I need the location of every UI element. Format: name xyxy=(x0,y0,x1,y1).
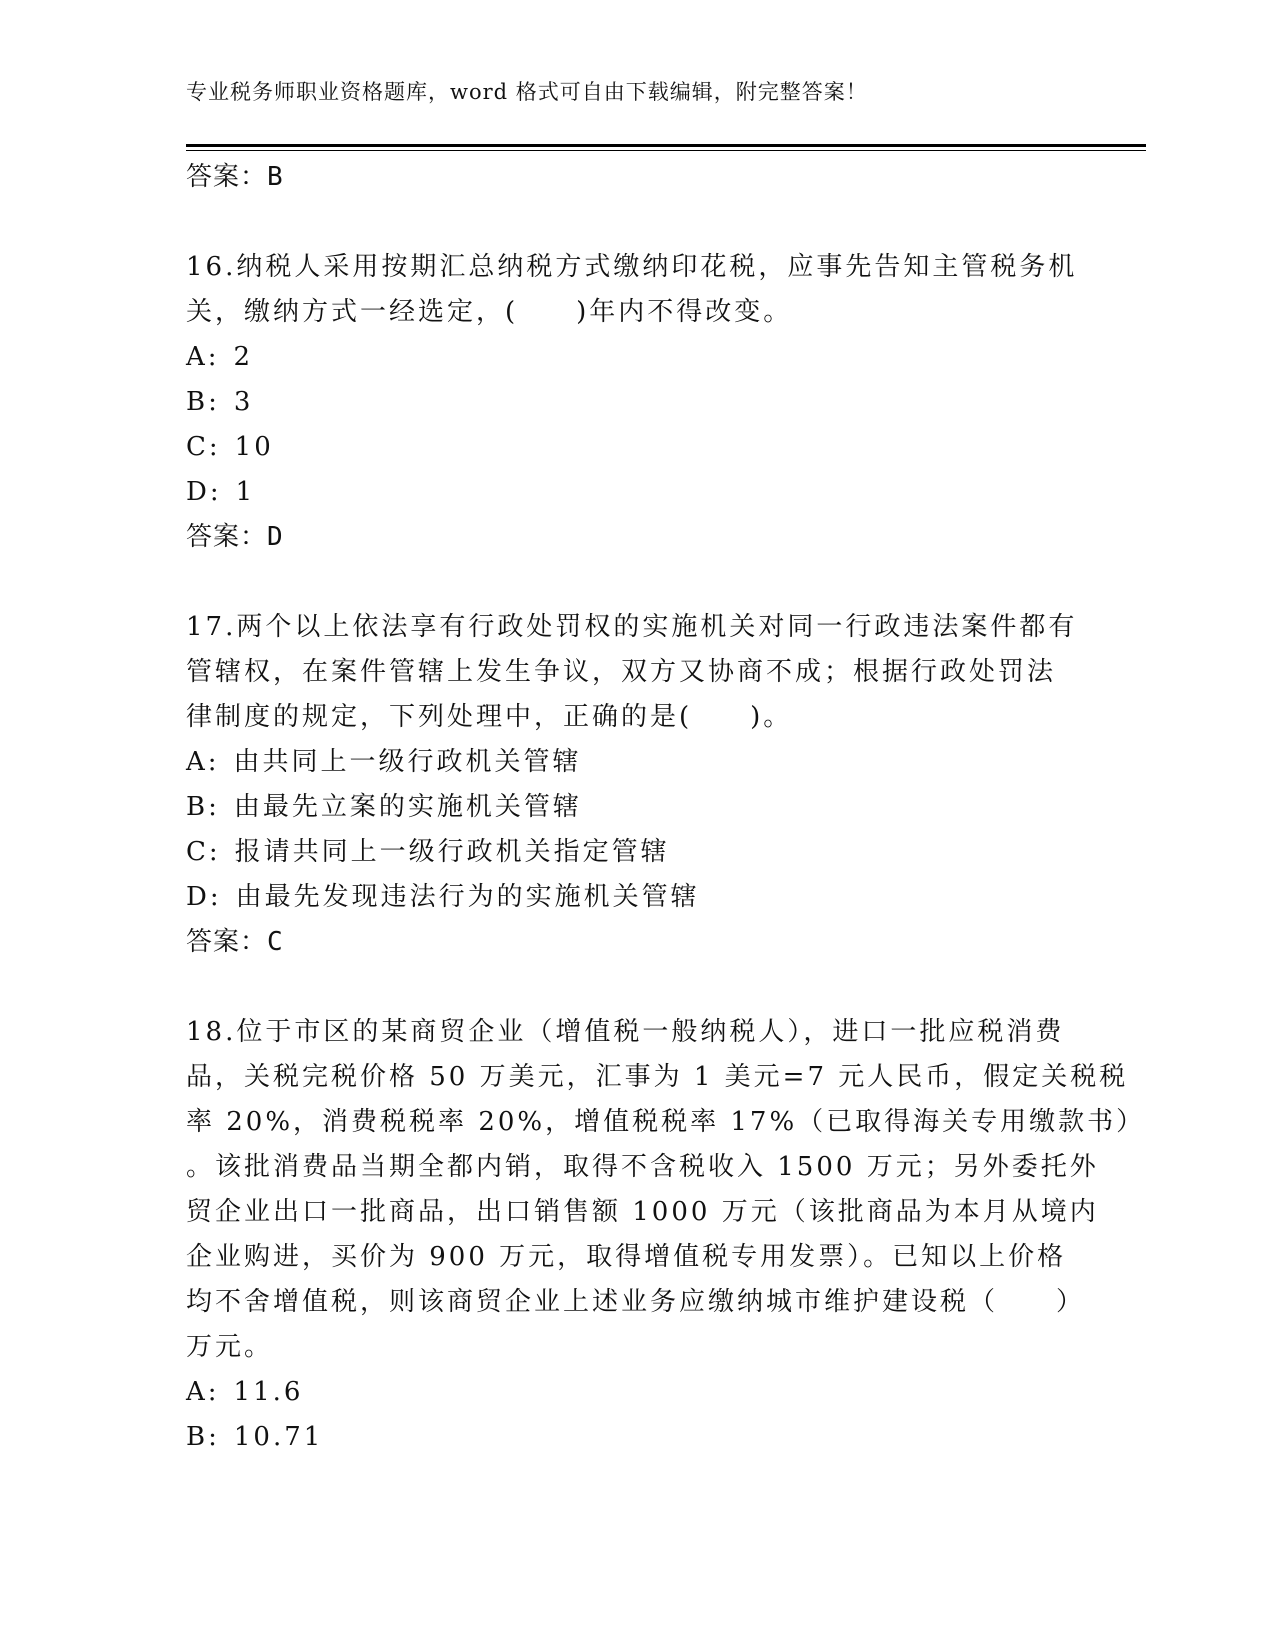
question-stem-line: 万元。 xyxy=(186,1332,274,1362)
answer-value: D xyxy=(267,522,284,552)
option-key: D: xyxy=(186,477,222,507)
option-text: 3 xyxy=(233,387,254,417)
header-rule-thin xyxy=(186,150,1146,151)
question-stem-line: 。该批消费品当期全都内销，取得不含税收入 1500 万元；另外委托外 xyxy=(186,1152,1099,1182)
option-key: B: xyxy=(186,1422,220,1452)
question-gap xyxy=(186,965,1086,1010)
option-key: D: xyxy=(186,882,222,912)
question-gap xyxy=(186,560,1086,605)
question-stem-line: 律制度的规定，下列处理中，正确的是( )。 xyxy=(186,702,793,732)
answer-value: B xyxy=(267,162,284,192)
option-line xyxy=(186,335,1086,380)
answer-value: C xyxy=(267,927,284,957)
question-stem-line: 管辖权，在案件管辖上发生争议，双方又协商不成；根据行政处罚法 xyxy=(186,657,1057,687)
option-text: 1 xyxy=(235,477,256,507)
answer-line xyxy=(186,515,1086,560)
question-block xyxy=(186,1010,1146,1460)
question-stem-line: 17.两个以上依法享有行政处罚权的实施机关对同一行政违法案件都有 xyxy=(186,612,1078,642)
option-line xyxy=(186,470,1086,515)
question-content xyxy=(186,155,1146,1460)
question-stem-line: 率 20%，消费税税率 20%，增值税税率 17%（已取得海关专用缴款书） xyxy=(186,1107,1146,1137)
answer-line xyxy=(186,155,1086,200)
question-gap xyxy=(186,200,1086,245)
question-stem-line: 18.位于市区的某商贸企业（增值税一般纳税人），进口一批应税消费 xyxy=(186,1017,1065,1047)
option-line xyxy=(186,830,1086,875)
question-stem-line: 贸企业出口一批商品，出口销售额 1000 万元（该批商品为本月从境内 xyxy=(186,1197,1099,1227)
option-key: B: xyxy=(186,792,220,822)
question-stem-line: 品，关税完税价格 50 万美元，汇事为 1 美元=7 元人民币，假定关税税 xyxy=(186,1062,1129,1092)
question-stem-line: 均不舍增值税，则该商贸企业上述业务应缴纳城市维护建设税（ ） xyxy=(186,1287,1086,1317)
question-block xyxy=(186,245,1086,560)
answer-label: 答案： xyxy=(186,162,268,192)
option-line xyxy=(186,875,1086,920)
option-text: 报请共同上一级行政机关指定管辖 xyxy=(234,837,670,867)
option-text: 2 xyxy=(233,342,254,372)
option-text: 由最先立案的实施机关管辖 xyxy=(233,792,582,822)
answer-line xyxy=(186,920,1086,965)
option-text: 10.71 xyxy=(233,1422,324,1452)
option-line xyxy=(186,740,1086,785)
question-stem-line: 16.纳税人采用按期汇总纳税方式缴纳印花税，应事先告知主管税务机 xyxy=(186,252,1078,282)
option-text: 11.6 xyxy=(233,1377,304,1407)
question-stem-line: 关，缴纳方式一经选定，( )年内不得改变。 xyxy=(186,297,793,327)
option-key: A: xyxy=(186,342,220,372)
question-block xyxy=(186,605,1086,965)
answer-label: 答案： xyxy=(186,522,268,552)
option-line xyxy=(186,1370,1086,1415)
option-line xyxy=(186,380,1086,425)
answer-label: 答案： xyxy=(186,927,268,957)
question-stem-line: 企业购进，买价为 900 万元，取得增值税专用发票）。已知以上价格 xyxy=(186,1242,1067,1272)
option-line xyxy=(186,785,1086,830)
option-text: 由共同上一级行政机关管辖 xyxy=(233,747,582,777)
option-key: A: xyxy=(186,1377,220,1407)
option-text: 10 xyxy=(234,432,274,462)
option-line xyxy=(186,1415,1086,1460)
option-key: A: xyxy=(186,747,220,777)
option-key: C: xyxy=(186,432,221,462)
option-key: B: xyxy=(186,387,220,417)
header-rule-thick xyxy=(186,144,1146,147)
option-key: C: xyxy=(186,837,221,867)
option-line xyxy=(186,425,1086,470)
page-header: 专业税务师职业资格题库，word 格式可自由下载编辑，附完整答案！ xyxy=(186,80,868,104)
option-text: 由最先发现违法行为的实施机关管辖 xyxy=(235,882,700,912)
